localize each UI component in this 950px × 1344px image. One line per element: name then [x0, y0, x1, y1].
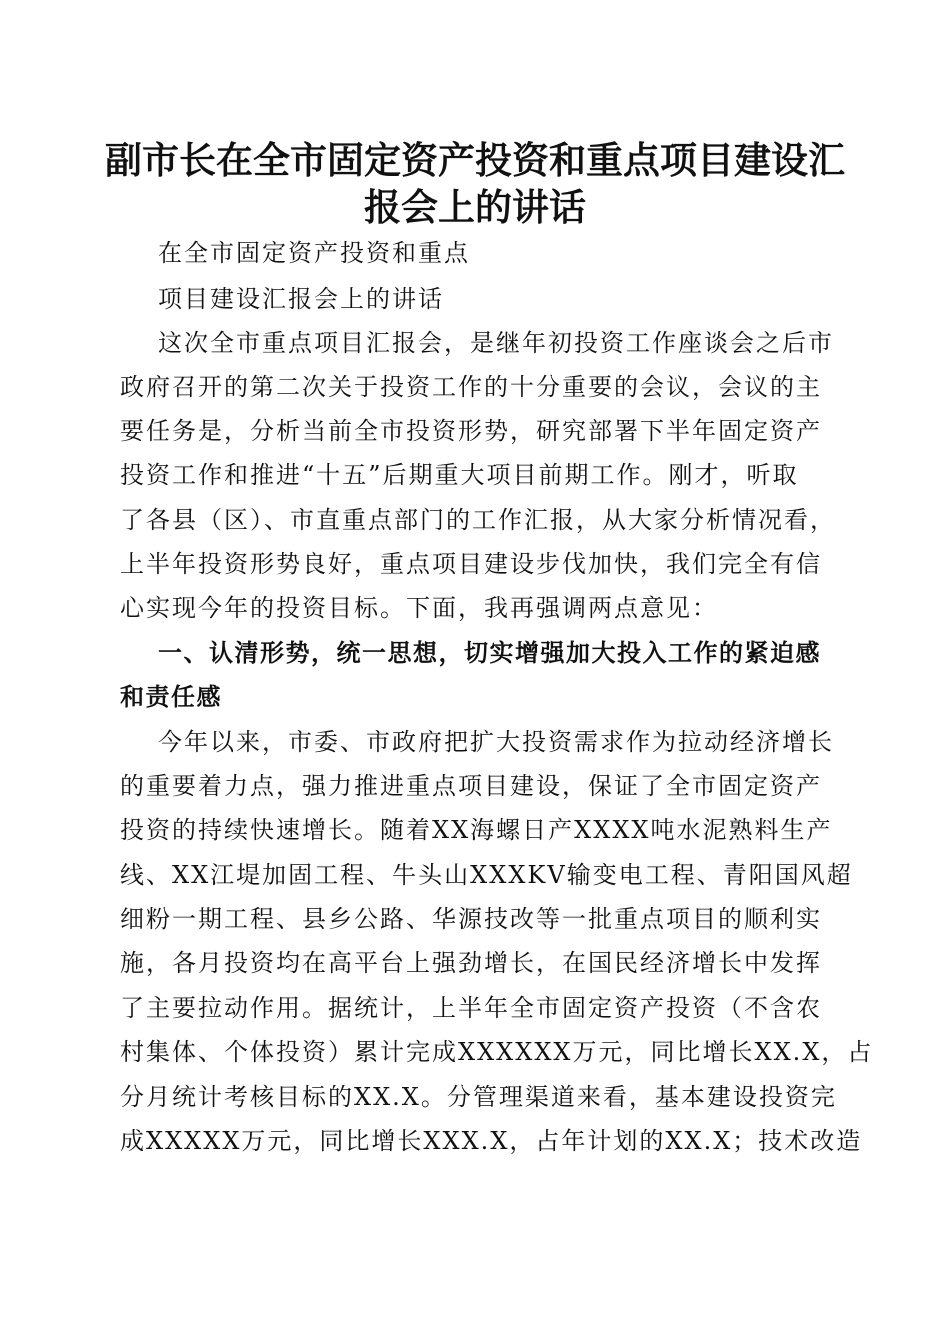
body-text-line: 投资工作和推进“十五”后期重大项目前期工作。刚才，听取: [120, 461, 799, 489]
body-text-line: 线、XX江堤加固工程、牛头山XXXKV输变电工程、青阳国风超: [120, 861, 853, 889]
body-text-line: 分月统计考核目标的XX.X。分管理渠道来看，基本建设投资完: [120, 1083, 837, 1111]
body-text-line: 政府召开的第二次关于投资工作的十分重要的会议，会议的主: [120, 373, 822, 401]
body-text-line: 成XXXXX万元，同比增长XXX.X，占年计划的XX.X；技术改造: [120, 1127, 863, 1155]
body-text-line: 了主要拉动作用。据统计，上半年全市固定资产投资（不含农: [120, 994, 822, 1022]
body-text-line: 的重要着力点，强力推进重点项目建设，保证了全市固定资产: [120, 772, 822, 800]
subtitle-line: 项目建设汇报会上的讲话: [158, 285, 444, 313]
document-title-line-1: 副市长在全市固定资产投资和重点项目建设汇: [105, 138, 845, 182]
subtitle-line: 在全市固定资产投资和重点: [158, 239, 470, 267]
body-text-line: 上半年投资形势良好，重点项目建设步伐加快，我们完全有信: [120, 550, 822, 578]
body-text-line: 投资的持续快速增长。随着XX海螺日产XXXX吨水泥熟料生产: [120, 816, 833, 844]
section-heading: 和责任感: [120, 683, 222, 711]
body-text-line: 要任务是，分析当前全市投资形势，研究部署下半年固定资产: [120, 417, 822, 445]
body-text-line: 这次全市重点项目汇报会，是继年初投资工作座谈会之后市: [158, 329, 834, 357]
document-title-line-2: 报会上的讲话: [364, 185, 586, 229]
body-text-line: 心实现今年的投资目标。下面，我再强调两点意见：: [120, 594, 718, 622]
body-text-line: 了各县（区）、市直重点部门的工作汇报，从大家分析情况看，: [120, 506, 836, 534]
body-text-line: 村集体、个体投资）累计完成XXXXXX万元，同比增长XX.X，占: [120, 1038, 874, 1066]
body-text-line: 施，各月投资均在高平台上强劲增长，在国民经济增长中发挥: [120, 949, 822, 977]
body-text-line: 细粉一期工程、县乡公路、华源技改等一批重点项目的顺利实: [120, 905, 822, 933]
section-heading: 一、认清形势，统一思想，切实增强加大投入工作的紧迫感: [158, 639, 821, 667]
body-text-line: 今年以来，市委、市政府把扩大投资需求作为拉动经济增长: [158, 728, 834, 756]
